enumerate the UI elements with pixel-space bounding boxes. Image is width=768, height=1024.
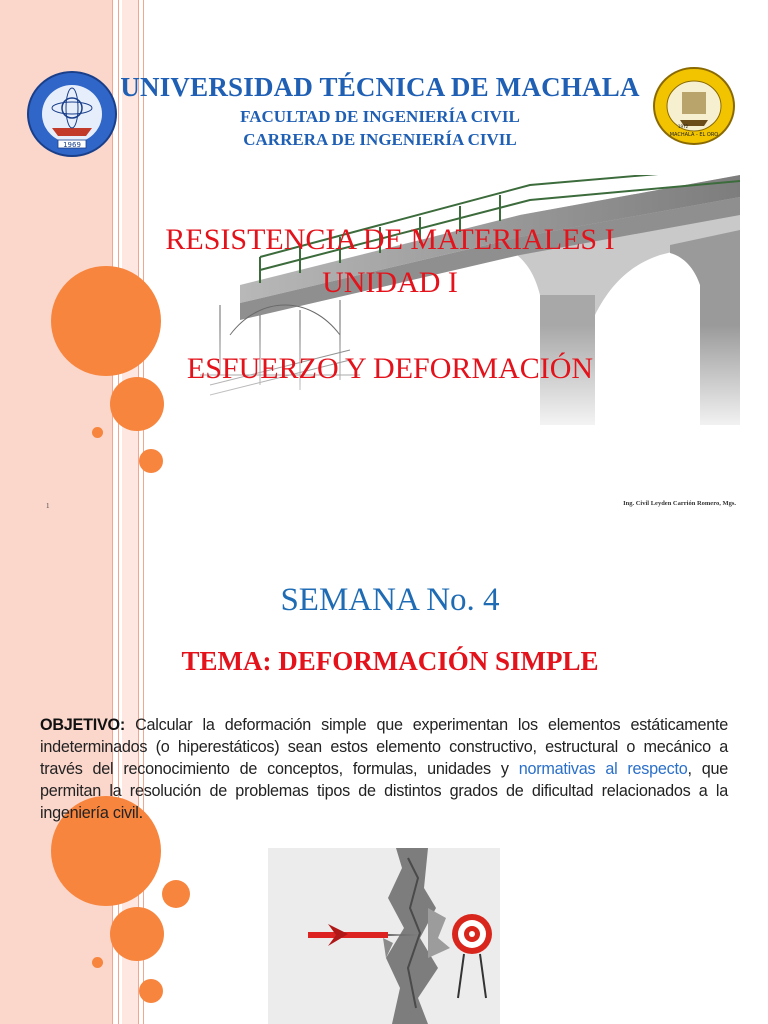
faculty-name: FACULTAD DE INGENIERÍA CIVIL	[240, 107, 520, 126]
dart-target-wall-icon	[268, 848, 500, 1024]
bridge-drawing-icon	[200, 175, 740, 440]
author-credit: Ing. Civil Leyden Carrión Romero, Mgs.	[623, 500, 736, 507]
objective-text-end: , que permitan la resolución de problemas tipos de distintos grados de dificultad relacionados a la ingeniería civil.	[40, 760, 728, 822]
objective-paragraph	[40, 714, 728, 824]
objective-label: OBJETIVO:	[40, 716, 125, 734]
unit-title: UNIDAD I	[322, 266, 458, 299]
topic-heading: TEMA: DEFORMACIÓN SIMPLE	[181, 646, 599, 676]
faculty-seal-icon	[652, 66, 736, 146]
slide-number: 1	[46, 502, 50, 510]
decorative-circle	[110, 907, 164, 961]
standards-link[interactable]: normativas al respecto	[518, 760, 688, 778]
svg-text:1972: 1972	[678, 124, 689, 129]
university-seal-icon	[26, 70, 118, 158]
career-name: CARRERA DE INGENIERÍA CIVIL	[243, 130, 517, 149]
decorative-circle	[92, 957, 103, 968]
decorative-circle	[139, 979, 163, 1003]
svg-text:1969: 1969	[63, 141, 81, 149]
decorative-circle	[162, 880, 190, 908]
course-title: RESISTENCIA DE MATERIALES I	[165, 223, 615, 256]
objective-text: Calcular la deformación simple que experimentan los elementos estáticamente indeterminados (o hiperestáticos) sean estos elemento constructivo, estructural o mecánico a través del reconocimiento de conceptos, formulas, unidades y	[40, 716, 728, 778]
week-heading: SEMANA No. 4	[280, 582, 500, 618]
topic-title: ESFUERZO Y DEFORMACIÓN	[186, 352, 594, 385]
university-name: UNIVERSIDAD TÉCNICA DE MACHALA	[120, 72, 640, 102]
svg-text:MACHALA - EL ORO: MACHALA - EL ORO	[669, 132, 719, 138]
